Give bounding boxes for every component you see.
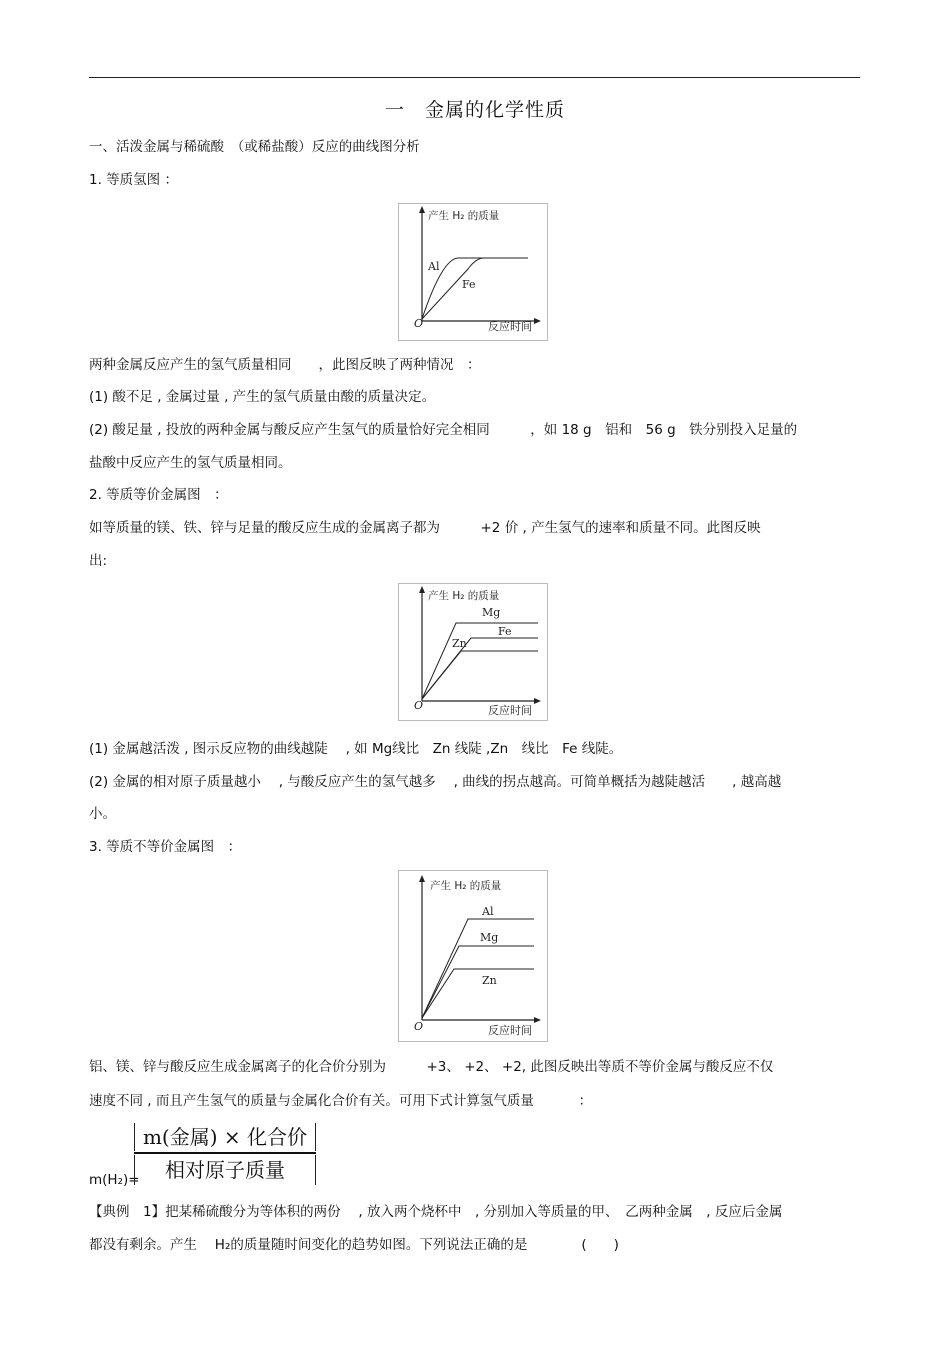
x-axis-label: 反应时间 [488, 1024, 532, 1037]
item2-heading: 2. 等质等价金属图 ： [89, 487, 228, 503]
top-rule [89, 77, 860, 78]
origin-label: O [414, 317, 424, 330]
item3-heading: 3. 等质不等价金属图 ： [89, 839, 242, 855]
series-label: Fe [462, 278, 476, 291]
page-title: 一 金属的化学性质 [384, 99, 565, 121]
item1-desc: 两种金属反应产生的氢气质量相同 ，此图反映了两种情况 ： [89, 357, 481, 373]
formula-denominator: 相对原子质量 [134, 1155, 316, 1185]
x-axis-label: 反应时间 [488, 704, 532, 717]
fraction-bar [134, 1152, 316, 1154]
item2-point2: (2) 金属的相对原子质量越小 , 与酸反应产生的氢气越多 , 曲线的拐点越高。可简单概括为越陡越活 , 越高越 [89, 774, 782, 790]
formula-label: m(H₂)= [89, 1172, 140, 1188]
formula-fraction [134, 1123, 316, 1185]
series-label: Al [428, 260, 440, 273]
series-label: Zn [482, 974, 497, 987]
item3-desc-cont: 速度不同 , 而且产生氢气的质量与金属化合价有关。可用下式计算氢气质量 ： [89, 1093, 593, 1109]
item2-point2-cont: 小。 [89, 806, 116, 822]
y-axis-label: 产生 H₂ 的质量 [428, 590, 500, 602]
series-label: Zn [452, 637, 467, 650]
item1-case2: (2) 酸足量 , 投放的两种金属与酸反应产生氢气的质量恰好完全相同 ，如 18 g 铝和 56 g 铁分别投入足量的 [89, 422, 798, 438]
figure-equal-hydrogen [398, 203, 548, 341]
formula-numerator: m(金属) × 化合价 [134, 1123, 316, 1151]
section-heading: 一、活泼金属与稀硫酸 （或稀盐酸）反应的曲线图分析 [89, 139, 420, 155]
zn-curve [422, 651, 538, 699]
figure-unequal-valence [398, 870, 548, 1042]
example-text: 【典例 1】把某稀硫酸分为等体积的两份 , 放入两个烧杯中 , 分别加入等质量的甲、 乙两种金属 , 反应后金属 [89, 1204, 783, 1220]
series-label: Mg [482, 606, 501, 619]
origin-label: O [414, 699, 424, 712]
series-label: Fe [498, 625, 512, 638]
series-label: Mg [480, 931, 499, 944]
item3-desc: 铝、镁、锌与酸反应生成金属离子的化合价分别为 +3、 +2、 +2, 此图反映出等质不等价金属与酸反应不仅 [89, 1059, 774, 1075]
item1-case1: (1) 酸不足 , 金属过量 , 产生的氢气质量由酸的质量决定。 [89, 389, 436, 405]
example-text-cont: 都没有剩余。产生 H₂的质量随时间变化的趋势如图。下列说法正确的是 ( ) [89, 1237, 619, 1253]
item2-point1: (1) 金属越活泼 , 图示反应物的曲线越陡 , 如 Mg线比 Zn 线陡 ,Zn 线比 Fe 线陡。 [89, 741, 623, 757]
zn-curve [422, 969, 534, 1018]
figure-equal-valence [398, 583, 548, 721]
origin-label: O [414, 1020, 424, 1033]
y-axis-label: 产生 H₂ 的质量 [428, 210, 500, 222]
fe-curve [422, 638, 538, 699]
mg-curve [422, 623, 538, 699]
y-axis-label: 产生 H₂ 的质量 [430, 880, 502, 892]
x-axis-label: 反应时间 [488, 320, 532, 333]
item1-case2-cont: 盐酸中反应产生的氢气质量相同。 [89, 455, 292, 471]
series-label: Al [482, 905, 494, 918]
item2-desc-cont: 出: [89, 553, 108, 569]
item2-desc: 如等质量的镁、铁、锌与足量的酸反应生成的金属离子都为 +2 价 , 产生氢气的速率和质量不同。此图反映 [89, 520, 761, 536]
item1-heading: 1. 等质氢图 ： [89, 172, 178, 188]
